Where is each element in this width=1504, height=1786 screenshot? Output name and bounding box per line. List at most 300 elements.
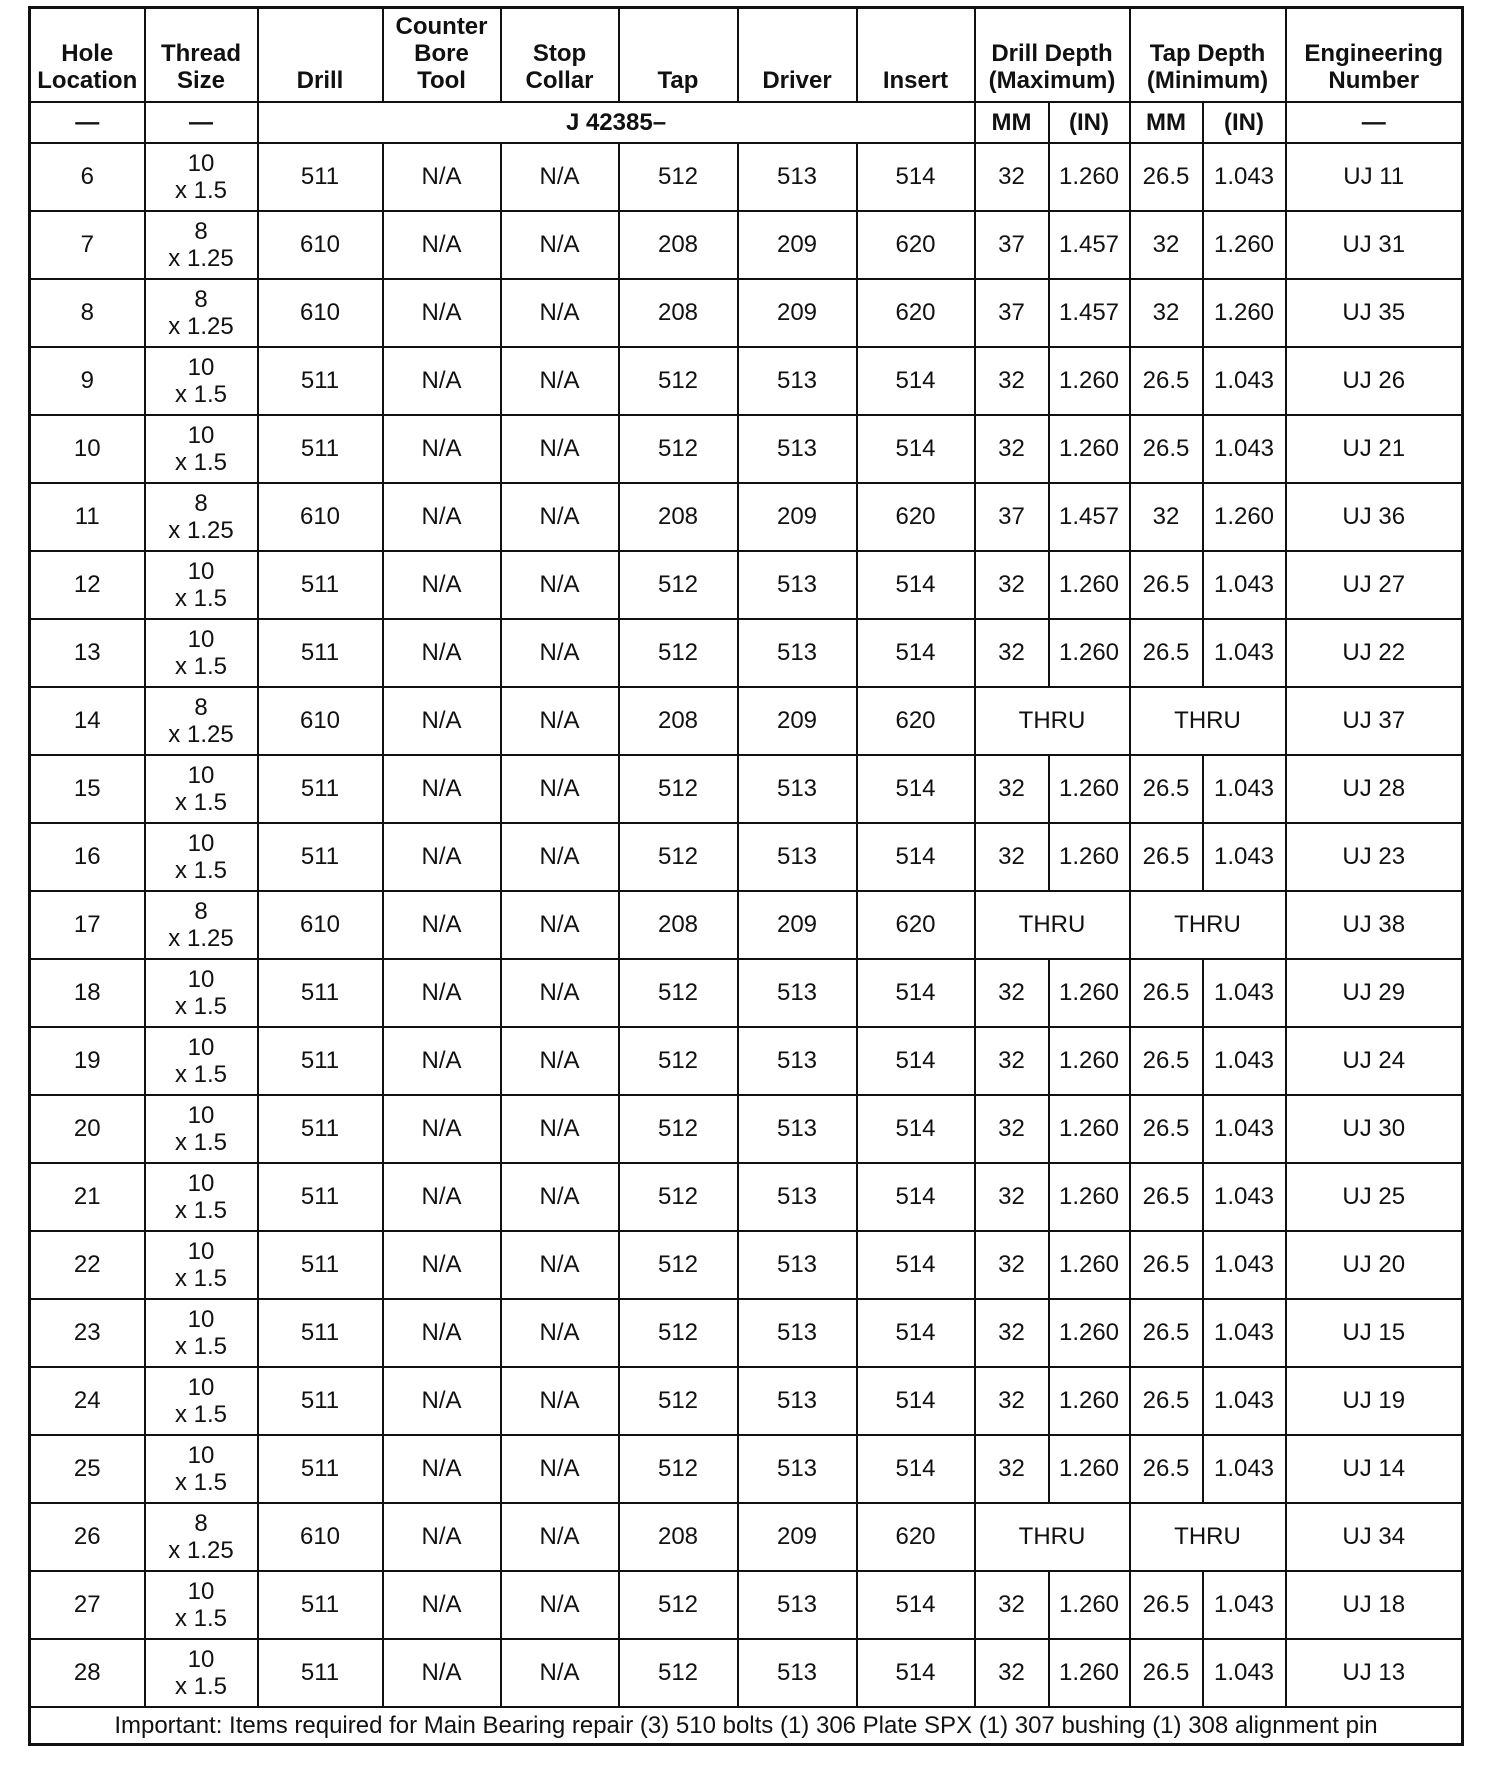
cell-tap: 512 bbox=[619, 1095, 738, 1163]
cell-tap-depth-mm: 32 bbox=[1130, 483, 1203, 551]
cell-engineering-number: UJ 14 bbox=[1286, 1435, 1463, 1503]
cell-tap-depth-mm: 26.5 bbox=[1130, 1231, 1203, 1299]
cell-thread-size bbox=[145, 1435, 258, 1503]
cell-driver: 513 bbox=[738, 1639, 857, 1707]
cell-stop-collar: N/A bbox=[501, 279, 619, 347]
cell-tap: 208 bbox=[619, 1503, 738, 1571]
cell-drill-depth-mm: 32 bbox=[975, 959, 1049, 1027]
cell-tap: 512 bbox=[619, 1027, 738, 1095]
cell-tap-depth-in: 1.043 bbox=[1203, 823, 1286, 891]
cell-drill-depth-in: 1.260 bbox=[1049, 347, 1130, 415]
cell-counter-bore-tool: N/A bbox=[383, 1571, 501, 1639]
cell-insert: 514 bbox=[857, 755, 975, 823]
cell-counter-bore-tool: N/A bbox=[383, 279, 501, 347]
cell-drill: 511 bbox=[258, 1095, 383, 1163]
table-row bbox=[30, 1503, 1463, 1571]
cell-thread-size bbox=[145, 619, 258, 687]
cell-drill: 610 bbox=[258, 279, 383, 347]
cell-hole-location: 21 bbox=[30, 1163, 145, 1231]
cell-hole-location: 24 bbox=[30, 1367, 145, 1435]
cell-driver: 513 bbox=[738, 1299, 857, 1367]
cell-drill: 511 bbox=[258, 959, 383, 1027]
cell-counter-bore-tool: N/A bbox=[383, 551, 501, 619]
cell-engineering-number: UJ 22 bbox=[1286, 619, 1463, 687]
cell-drill-depth-thru: THRU bbox=[975, 687, 1130, 755]
table-row bbox=[30, 959, 1463, 1027]
cell-engineering-number: UJ 23 bbox=[1286, 823, 1463, 891]
cell-drill-depth-in: 1.260 bbox=[1049, 143, 1130, 211]
table-row bbox=[30, 1231, 1463, 1299]
cell-stop-collar: N/A bbox=[501, 959, 619, 1027]
cell-stop-collar: N/A bbox=[501, 1299, 619, 1367]
cell-tap-depth-mm: 26.5 bbox=[1130, 1367, 1203, 1435]
cell-drill-depth-mm: 32 bbox=[975, 1367, 1049, 1435]
cell-insert: 514 bbox=[857, 1299, 975, 1367]
cell-counter-bore-tool: N/A bbox=[383, 1503, 501, 1571]
cell-counter-bore-tool: N/A bbox=[383, 1435, 501, 1503]
table-row bbox=[30, 143, 1463, 211]
thread-size-line: 8 bbox=[194, 489, 208, 517]
thread-size-line: 10 bbox=[187, 149, 215, 177]
cell-drill-depth-thru: THRU bbox=[975, 891, 1130, 959]
cell-stop-collar: N/A bbox=[501, 1163, 619, 1231]
cell-engineering-number: UJ 29 bbox=[1286, 959, 1463, 1027]
cell-drill: 511 bbox=[258, 1571, 383, 1639]
cell-tap: 512 bbox=[619, 143, 738, 211]
cell-thread-size bbox=[145, 1639, 258, 1707]
thread-size-line: x 1.25 bbox=[168, 244, 234, 272]
cell-tap-depth-in: 1.043 bbox=[1203, 143, 1286, 211]
cell-driver: 513 bbox=[738, 959, 857, 1027]
cell-tap: 208 bbox=[619, 211, 738, 279]
cell-engineering-number: UJ 31 bbox=[1286, 211, 1463, 279]
thread-size-line: x 1.5 bbox=[174, 380, 228, 408]
cell-drill-depth-in: 1.260 bbox=[1049, 823, 1130, 891]
cell-thread-size bbox=[145, 415, 258, 483]
cell-stop-collar: N/A bbox=[501, 1367, 619, 1435]
cell-insert: 620 bbox=[857, 483, 975, 551]
cell-engineering-number: UJ 30 bbox=[1286, 1095, 1463, 1163]
header-drill-depth: Drill Depth (Maximum) bbox=[975, 8, 1130, 102]
cell-drill: 511 bbox=[258, 1299, 383, 1367]
cell-thread-size bbox=[145, 687, 258, 755]
thread-size-line: 10 bbox=[187, 829, 215, 857]
thread-size-line: x 1.5 bbox=[174, 1060, 228, 1088]
cell-hole-location: 25 bbox=[30, 1435, 145, 1503]
cell-driver: 513 bbox=[738, 1571, 857, 1639]
cell-tap-depth-in: 1.043 bbox=[1203, 1367, 1286, 1435]
cell-counter-bore-tool: N/A bbox=[383, 347, 501, 415]
tool-specification-table bbox=[28, 6, 1464, 1746]
subheader-mm: MM bbox=[1130, 102, 1203, 143]
cell-drill-depth-in: 1.260 bbox=[1049, 1435, 1130, 1503]
thread-size-line: x 1.5 bbox=[174, 176, 228, 204]
cell-hole-location: 7 bbox=[30, 211, 145, 279]
cell-hole-location: 18 bbox=[30, 959, 145, 1027]
cell-stop-collar: N/A bbox=[501, 1231, 619, 1299]
cell-drill-depth-in: 1.260 bbox=[1049, 1639, 1130, 1707]
cell-drill-depth-in: 1.260 bbox=[1049, 1231, 1130, 1299]
cell-tap: 512 bbox=[619, 1367, 738, 1435]
thread-size-line: x 1.5 bbox=[174, 788, 228, 816]
table-row bbox=[30, 823, 1463, 891]
cell-tap-depth-thru: THRU bbox=[1130, 891, 1286, 959]
thread-size-line: 10 bbox=[187, 965, 215, 993]
table-row bbox=[30, 1367, 1463, 1435]
header-thread-size: Thread Size bbox=[145, 8, 258, 102]
cell-insert: 514 bbox=[857, 1571, 975, 1639]
cell-counter-bore-tool: N/A bbox=[383, 483, 501, 551]
cell-tap: 512 bbox=[619, 755, 738, 823]
thread-size-line: x 1.25 bbox=[168, 516, 234, 544]
cell-drill-depth-in: 1.260 bbox=[1049, 1095, 1130, 1163]
cell-driver: 513 bbox=[738, 1367, 857, 1435]
cell-driver: 513 bbox=[738, 619, 857, 687]
cell-tap-depth-in: 1.043 bbox=[1203, 1299, 1286, 1367]
cell-tap-depth-in: 1.260 bbox=[1203, 279, 1286, 347]
cell-drill-depth-mm: 32 bbox=[975, 619, 1049, 687]
cell-drill-depth-mm: 32 bbox=[975, 1571, 1049, 1639]
thread-size-line: x 1.5 bbox=[174, 1400, 228, 1428]
cell-drill: 511 bbox=[258, 1435, 383, 1503]
cell-tap: 512 bbox=[619, 415, 738, 483]
table-row bbox=[30, 1163, 1463, 1231]
thread-size-line: x 1.5 bbox=[174, 652, 228, 680]
thread-size-line: x 1.5 bbox=[174, 1128, 228, 1156]
header-insert: Insert bbox=[857, 8, 975, 102]
thread-size-line: 10 bbox=[187, 1441, 215, 1469]
cell-stop-collar: N/A bbox=[501, 891, 619, 959]
thread-size-line: x 1.5 bbox=[174, 448, 228, 476]
cell-hole-location: 17 bbox=[30, 891, 145, 959]
cell-counter-bore-tool: N/A bbox=[383, 823, 501, 891]
cell-engineering-number: UJ 19 bbox=[1286, 1367, 1463, 1435]
thread-size-line: x 1.25 bbox=[168, 720, 234, 748]
cell-thread-size bbox=[145, 211, 258, 279]
cell-drill-depth-in: 1.260 bbox=[1049, 1571, 1130, 1639]
cell-hole-location: 8 bbox=[30, 279, 145, 347]
cell-stop-collar: N/A bbox=[501, 1503, 619, 1571]
cell-counter-bore-tool: N/A bbox=[383, 1367, 501, 1435]
cell-drill-depth-in: 1.457 bbox=[1049, 483, 1130, 551]
thread-size-line: 8 bbox=[194, 897, 208, 925]
cell-driver: 209 bbox=[738, 1503, 857, 1571]
cell-counter-bore-tool: N/A bbox=[383, 755, 501, 823]
cell-driver: 209 bbox=[738, 687, 857, 755]
cell-tap: 512 bbox=[619, 1163, 738, 1231]
cell-drill-depth-in: 1.260 bbox=[1049, 619, 1130, 687]
cell-tap-depth-mm: 26.5 bbox=[1130, 347, 1203, 415]
cell-counter-bore-tool: N/A bbox=[383, 959, 501, 1027]
cell-stop-collar: N/A bbox=[501, 823, 619, 891]
thread-size-line: 10 bbox=[187, 1577, 215, 1605]
cell-insert: 620 bbox=[857, 891, 975, 959]
cell-thread-size bbox=[145, 143, 258, 211]
cell-insert: 620 bbox=[857, 687, 975, 755]
cell-engineering-number: UJ 21 bbox=[1286, 415, 1463, 483]
cell-counter-bore-tool: N/A bbox=[383, 415, 501, 483]
cell-engineering-number: UJ 26 bbox=[1286, 347, 1463, 415]
cell-tap-depth-mm: 26.5 bbox=[1130, 823, 1203, 891]
cell-drill: 511 bbox=[258, 347, 383, 415]
header-driver: Driver bbox=[738, 8, 857, 102]
cell-drill-depth-mm: 32 bbox=[975, 143, 1049, 211]
cell-hole-location: 9 bbox=[30, 347, 145, 415]
cell-counter-bore-tool: N/A bbox=[383, 1095, 501, 1163]
cell-insert: 514 bbox=[857, 1639, 975, 1707]
table-row bbox=[30, 1639, 1463, 1707]
cell-drill: 511 bbox=[258, 1231, 383, 1299]
cell-engineering-number: UJ 25 bbox=[1286, 1163, 1463, 1231]
table-row bbox=[30, 211, 1463, 279]
thread-size-line: 10 bbox=[187, 1169, 215, 1197]
thread-size-line: x 1.25 bbox=[168, 312, 234, 340]
cell-driver: 209 bbox=[738, 211, 857, 279]
cell-tap: 208 bbox=[619, 687, 738, 755]
cell-engineering-number: UJ 37 bbox=[1286, 687, 1463, 755]
cell-drill: 511 bbox=[258, 143, 383, 211]
cell-drill: 511 bbox=[258, 551, 383, 619]
cell-hole-location: 12 bbox=[30, 551, 145, 619]
table-row bbox=[30, 891, 1463, 959]
table-row bbox=[30, 619, 1463, 687]
cell-thread-size bbox=[145, 279, 258, 347]
table-row bbox=[30, 483, 1463, 551]
cell-tap-depth-in: 1.260 bbox=[1203, 483, 1286, 551]
cell-hole-location: 26 bbox=[30, 1503, 145, 1571]
cell-tap-depth-in: 1.043 bbox=[1203, 1163, 1286, 1231]
header-counter-bore-tool: Counter Bore Tool bbox=[383, 8, 501, 102]
cell-engineering-number: UJ 15 bbox=[1286, 1299, 1463, 1367]
cell-drill-depth-mm: 32 bbox=[975, 415, 1049, 483]
cell-stop-collar: N/A bbox=[501, 1571, 619, 1639]
subheader-kit-prefix: J 42385– bbox=[258, 102, 975, 143]
cell-insert: 514 bbox=[857, 823, 975, 891]
cell-tap: 208 bbox=[619, 279, 738, 347]
cell-drill-depth-in: 1.457 bbox=[1049, 211, 1130, 279]
cell-tap: 512 bbox=[619, 619, 738, 687]
subheader-dash: — bbox=[30, 102, 145, 143]
cell-stop-collar: N/A bbox=[501, 415, 619, 483]
cell-insert: 620 bbox=[857, 1503, 975, 1571]
cell-hole-location: 28 bbox=[30, 1639, 145, 1707]
cell-thread-size bbox=[145, 959, 258, 1027]
cell-drill-depth-mm: 32 bbox=[975, 1299, 1049, 1367]
cell-stop-collar: N/A bbox=[501, 483, 619, 551]
cell-counter-bore-tool: N/A bbox=[383, 1163, 501, 1231]
cell-drill: 610 bbox=[258, 891, 383, 959]
cell-stop-collar: N/A bbox=[501, 687, 619, 755]
subheader-dash: — bbox=[145, 102, 258, 143]
cell-tap-depth-in: 1.043 bbox=[1203, 1571, 1286, 1639]
cell-counter-bore-tool: N/A bbox=[383, 1231, 501, 1299]
cell-hole-location: 13 bbox=[30, 619, 145, 687]
thread-size-line: x 1.5 bbox=[174, 1468, 228, 1496]
header-hole-location: Hole Location bbox=[30, 8, 145, 102]
cell-engineering-number: UJ 18 bbox=[1286, 1571, 1463, 1639]
cell-tap: 512 bbox=[619, 1571, 738, 1639]
cell-tap-depth-mm: 26.5 bbox=[1130, 1435, 1203, 1503]
cell-drill-depth-in: 1.260 bbox=[1049, 415, 1130, 483]
cell-counter-bore-tool: N/A bbox=[383, 143, 501, 211]
cell-thread-size bbox=[145, 755, 258, 823]
cell-hole-location: 14 bbox=[30, 687, 145, 755]
cell-drill-depth-in: 1.457 bbox=[1049, 279, 1130, 347]
header-tap: Tap bbox=[619, 8, 738, 102]
cell-tap-depth-mm: 26.5 bbox=[1130, 1095, 1203, 1163]
cell-tap: 512 bbox=[619, 1299, 738, 1367]
cell-thread-size bbox=[145, 347, 258, 415]
cell-hole-location: 11 bbox=[30, 483, 145, 551]
cell-tap-depth-mm: 26.5 bbox=[1130, 959, 1203, 1027]
cell-hole-location: 23 bbox=[30, 1299, 145, 1367]
cell-tap-depth-mm: 26.5 bbox=[1130, 619, 1203, 687]
cell-tap-depth-in: 1.043 bbox=[1203, 347, 1286, 415]
cell-tap-depth-mm: 26.5 bbox=[1130, 1027, 1203, 1095]
footnote: Important: Items required for Main Bearing repair (3) 510 bolts (1) 306 Plate SPX (1) 307 bushing (1) 308 alignment pin bbox=[30, 1707, 1463, 1745]
cell-tap: 512 bbox=[619, 347, 738, 415]
cell-drill-depth-in: 1.260 bbox=[1049, 959, 1130, 1027]
cell-drill-depth-mm: 32 bbox=[975, 1027, 1049, 1095]
cell-stop-collar: N/A bbox=[501, 551, 619, 619]
cell-insert: 514 bbox=[857, 551, 975, 619]
cell-engineering-number: UJ 35 bbox=[1286, 279, 1463, 347]
cell-drill-depth-mm: 32 bbox=[975, 1095, 1049, 1163]
cell-tap: 512 bbox=[619, 1231, 738, 1299]
thread-size-line: x 1.5 bbox=[174, 856, 228, 884]
cell-driver: 513 bbox=[738, 1435, 857, 1503]
cell-insert: 514 bbox=[857, 143, 975, 211]
table-row bbox=[30, 551, 1463, 619]
cell-drill-depth-in: 1.260 bbox=[1049, 1299, 1130, 1367]
cell-drill-depth-mm: 32 bbox=[975, 551, 1049, 619]
thread-size-line: 8 bbox=[194, 217, 208, 245]
cell-thread-size bbox=[145, 1503, 258, 1571]
cell-drill: 511 bbox=[258, 1027, 383, 1095]
cell-tap-depth-mm: 26.5 bbox=[1130, 415, 1203, 483]
cell-drill-depth-mm: 32 bbox=[975, 755, 1049, 823]
cell-hole-location: 6 bbox=[30, 143, 145, 211]
table-row bbox=[30, 415, 1463, 483]
thread-size-line: x 1.5 bbox=[174, 584, 228, 612]
thread-size-line: 10 bbox=[187, 761, 215, 789]
cell-tap-depth-in: 1.043 bbox=[1203, 551, 1286, 619]
thread-size-line: 10 bbox=[187, 1237, 215, 1265]
cell-tap-depth-mm: 26.5 bbox=[1130, 755, 1203, 823]
cell-driver: 513 bbox=[738, 1231, 857, 1299]
cell-engineering-number: UJ 38 bbox=[1286, 891, 1463, 959]
cell-counter-bore-tool: N/A bbox=[383, 687, 501, 755]
cell-tap-depth-in: 1.043 bbox=[1203, 1639, 1286, 1707]
cell-driver: 513 bbox=[738, 347, 857, 415]
cell-thread-size bbox=[145, 1367, 258, 1435]
cell-hole-location: 10 bbox=[30, 415, 145, 483]
cell-insert: 514 bbox=[857, 1231, 975, 1299]
cell-driver: 513 bbox=[738, 1027, 857, 1095]
cell-thread-size bbox=[145, 551, 258, 619]
thread-size-line: 10 bbox=[187, 1033, 215, 1061]
cell-drill: 610 bbox=[258, 687, 383, 755]
cell-tap-depth-in: 1.043 bbox=[1203, 1027, 1286, 1095]
cell-drill-depth-in: 1.260 bbox=[1049, 1027, 1130, 1095]
cell-drill: 511 bbox=[258, 1639, 383, 1707]
table-row bbox=[30, 1435, 1463, 1503]
cell-stop-collar: N/A bbox=[501, 143, 619, 211]
cell-drill: 610 bbox=[258, 1503, 383, 1571]
thread-size-line: 10 bbox=[187, 625, 215, 653]
cell-stop-collar: N/A bbox=[501, 1095, 619, 1163]
cell-driver: 513 bbox=[738, 143, 857, 211]
table-row bbox=[30, 1095, 1463, 1163]
cell-tap-depth-in: 1.043 bbox=[1203, 959, 1286, 1027]
cell-engineering-number: UJ 36 bbox=[1286, 483, 1463, 551]
cell-drill-depth-mm: 37 bbox=[975, 211, 1049, 279]
cell-tap-depth-mm: 32 bbox=[1130, 279, 1203, 347]
cell-thread-size bbox=[145, 1571, 258, 1639]
cell-hole-location: 22 bbox=[30, 1231, 145, 1299]
cell-counter-bore-tool: N/A bbox=[383, 891, 501, 959]
thread-size-line: x 1.5 bbox=[174, 992, 228, 1020]
cell-tap: 512 bbox=[619, 823, 738, 891]
thread-size-line: 10 bbox=[187, 1373, 215, 1401]
cell-engineering-number: UJ 27 bbox=[1286, 551, 1463, 619]
cell-tap-depth-mm: 26.5 bbox=[1130, 1299, 1203, 1367]
cell-insert: 514 bbox=[857, 1027, 975, 1095]
cell-drill-depth-in: 1.260 bbox=[1049, 1367, 1130, 1435]
cell-counter-bore-tool: N/A bbox=[383, 211, 501, 279]
thread-size-line: 8 bbox=[194, 285, 208, 313]
subheader-in: (IN) bbox=[1049, 102, 1130, 143]
cell-thread-size bbox=[145, 1027, 258, 1095]
cell-tap: 208 bbox=[619, 483, 738, 551]
cell-thread-size bbox=[145, 1163, 258, 1231]
cell-engineering-number: UJ 34 bbox=[1286, 1503, 1463, 1571]
cell-insert: 514 bbox=[857, 347, 975, 415]
cell-tap-depth-in: 1.043 bbox=[1203, 1231, 1286, 1299]
cell-engineering-number: UJ 20 bbox=[1286, 1231, 1463, 1299]
cell-hole-location: 16 bbox=[30, 823, 145, 891]
cell-drill-depth-in: 1.260 bbox=[1049, 1163, 1130, 1231]
cell-stop-collar: N/A bbox=[501, 755, 619, 823]
cell-drill: 511 bbox=[258, 755, 383, 823]
subheader-mm: MM bbox=[975, 102, 1049, 143]
cell-drill-depth-mm: 37 bbox=[975, 483, 1049, 551]
cell-drill: 511 bbox=[258, 823, 383, 891]
cell-engineering-number: UJ 11 bbox=[1286, 143, 1463, 211]
cell-tap-depth-in: 1.043 bbox=[1203, 619, 1286, 687]
cell-tap-depth-in: 1.043 bbox=[1203, 415, 1286, 483]
cell-counter-bore-tool: N/A bbox=[383, 1299, 501, 1367]
cell-tap: 512 bbox=[619, 959, 738, 1027]
cell-tap-depth-thru: THRU bbox=[1130, 687, 1286, 755]
cell-insert: 620 bbox=[857, 279, 975, 347]
cell-thread-size bbox=[145, 1231, 258, 1299]
cell-drill: 511 bbox=[258, 1163, 383, 1231]
cell-counter-bore-tool: N/A bbox=[383, 1027, 501, 1095]
cell-insert: 620 bbox=[857, 211, 975, 279]
cell-engineering-number: UJ 13 bbox=[1286, 1639, 1463, 1707]
cell-tap: 512 bbox=[619, 1639, 738, 1707]
cell-tap: 208 bbox=[619, 891, 738, 959]
cell-tap-depth-thru: THRU bbox=[1130, 1503, 1286, 1571]
cell-counter-bore-tool: N/A bbox=[383, 1639, 501, 1707]
cell-drill: 511 bbox=[258, 1367, 383, 1435]
thread-size-line: x 1.5 bbox=[174, 1264, 228, 1292]
header-engineering-number: Engineering Number bbox=[1286, 8, 1463, 102]
thread-size-line: x 1.5 bbox=[174, 1672, 228, 1700]
cell-stop-collar: N/A bbox=[501, 211, 619, 279]
cell-drill-depth-mm: 32 bbox=[975, 347, 1049, 415]
